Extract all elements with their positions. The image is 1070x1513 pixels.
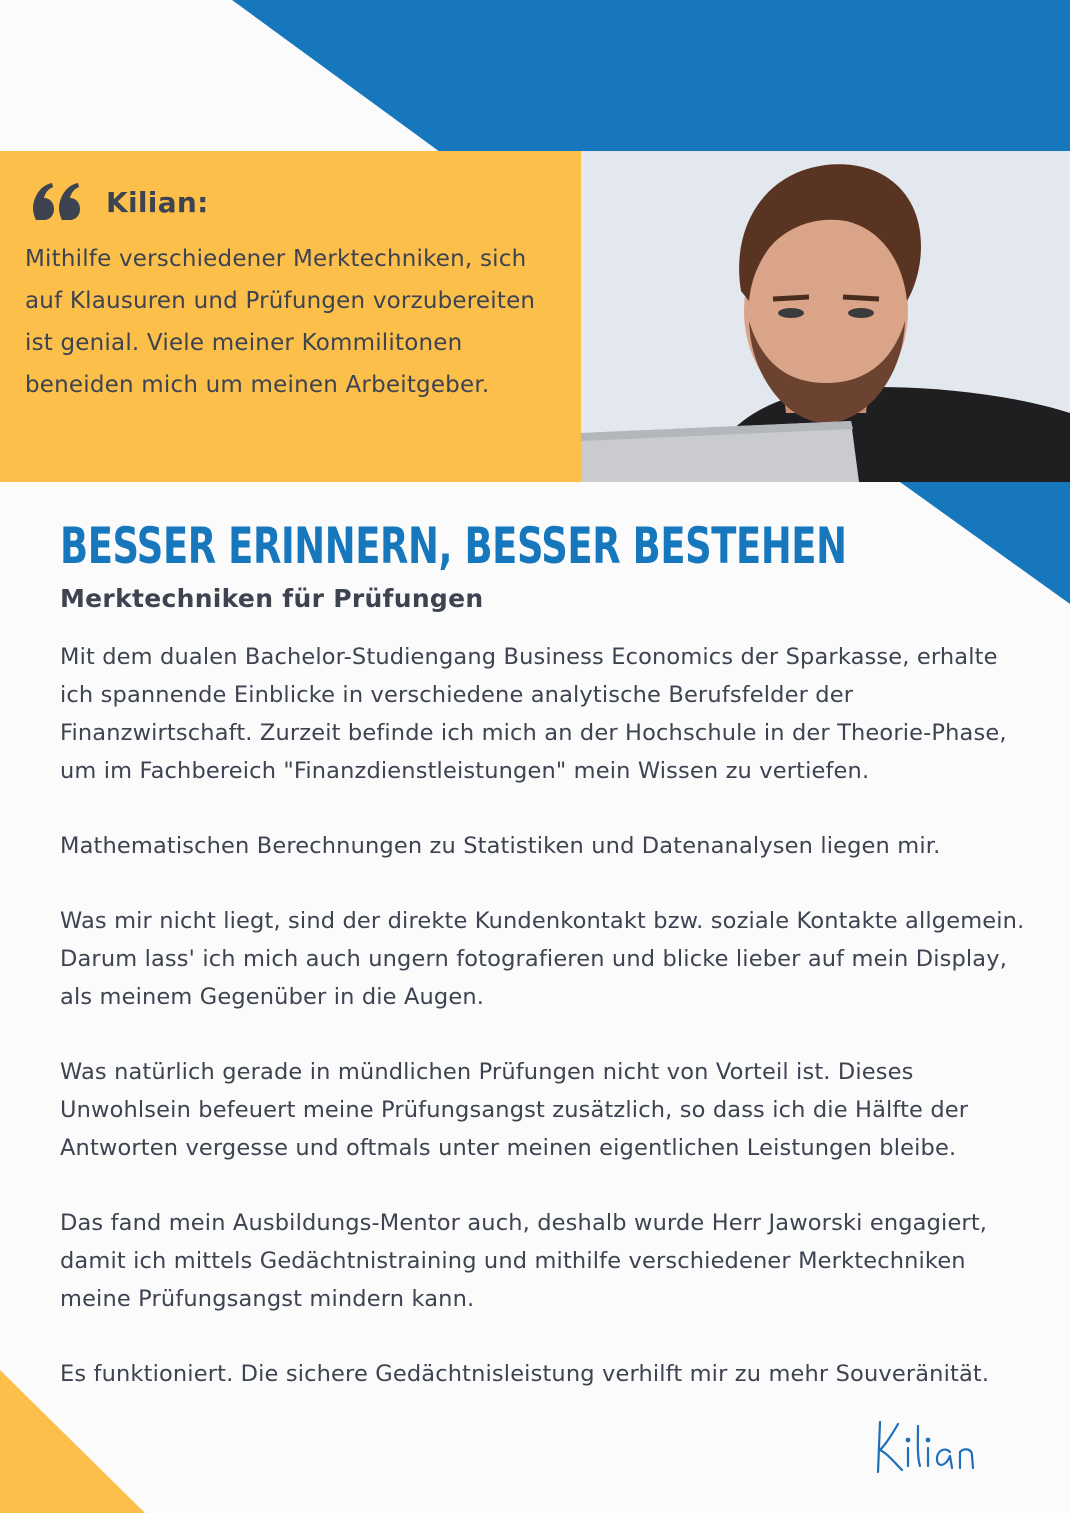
- paragraph: Mathematischen Berechnungen zu Statistiken und Datenanalysen liegen mir.: [60, 833, 941, 859]
- subheadline: Merktechniken für Prüfungen: [60, 584, 484, 613]
- right-blue-triangle: [900, 482, 1070, 604]
- paragraph: Was natürlich gerade in mündlichen Prüfungen nicht von Vorteil ist. Dieses Unwohlsein befeuert meine Prüfungsangst zusätzlich, so dass ich die Hälfte der Antworten vergesse und oftmals unter meinen eigentlichen Leistungen bleibe.: [60, 1059, 969, 1161]
- quote-header: [32, 182, 209, 222]
- signature: [872, 1412, 982, 1482]
- paragraph: Das fand mein Ausbildungs-Mentor auch, deshalb wurde Herr Jaworski engagiert, damit ich mittels Gedächtnistraining und mithilfe verschiedener Merktechniken meine Prüfungsangst mindern kann.: [60, 1210, 988, 1312]
- quote-text: Mithilfe verschiedener Merktechniken, sich auf Klausuren und Prüfungen vorzubereiten ist genial. Viele meiner Kommilitonen beneiden mich um meinen Arbeitgeber.: [25, 246, 536, 398]
- paragraph: Es funktioniert. Die sichere Gedächtnisleistung verhilft mir zu mehr Souveränität.: [60, 1361, 990, 1387]
- article-body: [60, 638, 1035, 1430]
- quote-author: Kilian:: [106, 185, 209, 219]
- paragraph: Mit dem dualen Bachelor-Studiengang Business Economics der Sparkasse, erhalte ich spannende Einblicke in verschiedene analytische Berufsfelder der Finanzwirtschaft. Zurzeit befinde ich mich an der Hochschule in der Theorie-Phase, um im Fachbereich "Finanzdienstleistungen" mein Wissen zu vertiefen.: [60, 644, 1007, 784]
- portrait-illustration: [581, 151, 1070, 482]
- headline: BESSER ERINNERN, BESSER BESTEHEN: [60, 517, 847, 575]
- portrait-photo: [581, 151, 1070, 482]
- paragraph: Was mir nicht liegt, sind der direkte Kundenkontakt bzw. soziale Kontakte allgemein. Darum lass' ich mich auch ungern fotografieren und blicke lieber auf mein Display, als meinem Gegenüber in die Augen.: [60, 908, 1025, 1010]
- top-blue-banner: [0, 0, 1070, 152]
- quote-icon: [32, 182, 84, 222]
